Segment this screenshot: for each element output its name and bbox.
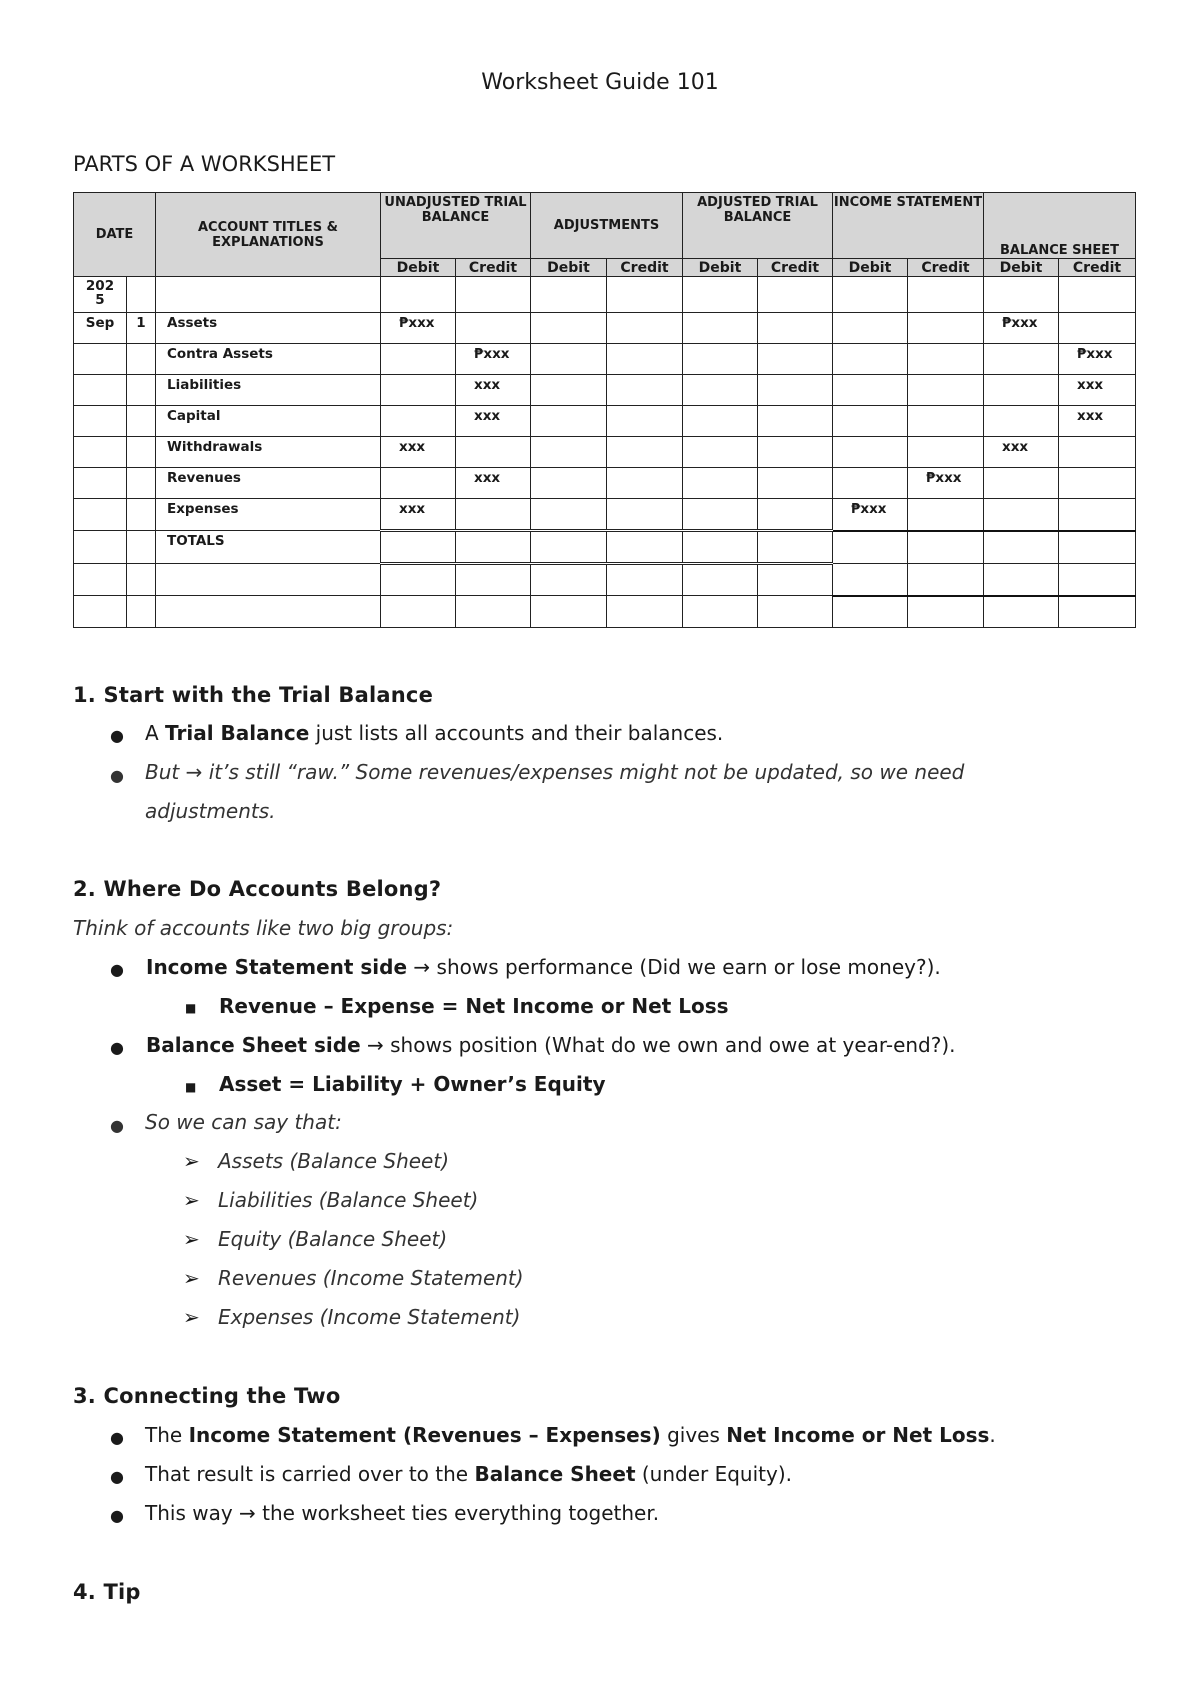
amount-cell: [1059, 437, 1136, 468]
worksheet-table: [73, 192, 1136, 628]
arrow-bullet-icon: ➢: [183, 1227, 200, 1251]
bullet-icon: ●: [110, 1428, 124, 1447]
amount-cell: [531, 468, 607, 499]
amount-cell: xxx: [381, 437, 456, 468]
amount-cell: [607, 375, 683, 406]
arrow-bullet-icon: ➢: [183, 1149, 200, 1173]
amount-cell: [683, 437, 758, 468]
table-row: [74, 344, 1136, 375]
amount-cell: [908, 313, 984, 344]
amount-cell: [833, 437, 908, 468]
table-row: [74, 375, 1136, 406]
amount-cell: [833, 344, 908, 375]
amount-cell: [607, 437, 683, 468]
section-1-bullet-2-line-1: But → it’s still “raw.” Some revenues/expenses might not be updated, so we need: [145, 760, 965, 784]
amount-cell: [607, 406, 683, 437]
table-row: [74, 468, 1136, 499]
account-cell: Contra Assets: [156, 344, 381, 375]
amount-cell: [1059, 499, 1136, 531]
amount-cell: [833, 406, 908, 437]
list-item: Revenues (Income Statement): [218, 1266, 524, 1290]
amount-cell: [683, 406, 758, 437]
amount-cell: [683, 499, 758, 531]
header-credit: Credit: [456, 259, 531, 277]
amount-cell: [758, 375, 833, 406]
header-debit: Debit: [531, 259, 607, 277]
amount-cell: [683, 468, 758, 499]
amount-cell: [531, 375, 607, 406]
header-account-titles: ACCOUNT TITLES & EXPLANATIONS: [156, 193, 381, 277]
amount-cell: [381, 406, 456, 437]
amount-cell: [984, 468, 1059, 499]
bullet-icon: ●: [110, 1467, 124, 1486]
amount-cell: [531, 437, 607, 468]
amount-cell: ₱xxx: [833, 499, 908, 531]
amount-cell: [607, 499, 683, 531]
balance-sheet-side: Balance Sheet side → shows position (What do we own and owe at year-end?).: [146, 1033, 956, 1057]
amount-cell: [908, 499, 984, 531]
account-cell: Withdrawals: [156, 437, 381, 468]
amount-cell: xxx: [1059, 406, 1136, 437]
bullet-icon: ●: [110, 1116, 124, 1135]
header-debit: Debit: [381, 259, 456, 277]
account-cell: Capital: [156, 406, 381, 437]
day-cell: 1: [127, 313, 156, 344]
account-cell: Liabilities: [156, 375, 381, 406]
arrow-bullet-icon: ➢: [183, 1305, 200, 1329]
account-cell: Revenues: [156, 468, 381, 499]
arrow-bullet-icon: ➢: [183, 1266, 200, 1290]
amount-cell: [456, 437, 531, 468]
header-adjustments: ADJUSTMENTS: [531, 193, 683, 259]
table-row: [74, 406, 1136, 437]
header-debit: Debit: [984, 259, 1059, 277]
amount-cell: [381, 344, 456, 375]
bullet-icon: ●: [110, 726, 124, 745]
header-income-statement: INCOME STATEMENT: [833, 193, 984, 259]
section-1-heading: 1. Start with the Trial Balance: [73, 683, 434, 707]
table-row: [74, 596, 1136, 628]
header-credit: Credit: [607, 259, 683, 277]
income-formula: Revenue – Expense = Net Income or Net Loss: [219, 994, 729, 1018]
amount-cell: [531, 344, 607, 375]
income-statement-side: Income Statement side → shows performance (Did we earn or lose money?).: [146, 955, 941, 979]
amount-cell: [984, 344, 1059, 375]
header-unadjusted-trial-balance: UNADJUSTED TRIAL BALANCE: [381, 193, 531, 259]
bullet-icon: ●: [110, 1506, 124, 1525]
amount-cell: [908, 344, 984, 375]
header-credit: Credit: [908, 259, 984, 277]
month-cell: Sep: [74, 313, 127, 344]
amount-cell: ₱xxx: [1059, 344, 1136, 375]
amount-cell: [607, 344, 683, 375]
section-heading: PARTS OF A WORKSHEET: [73, 152, 336, 176]
amount-cell: [758, 437, 833, 468]
bullet-icon: ●: [110, 960, 124, 979]
bullet-icon: ●: [110, 766, 124, 785]
so-we-can-say: So we can say that:: [145, 1110, 342, 1134]
amount-cell: xxx: [381, 499, 456, 531]
list-item: Assets (Balance Sheet): [218, 1149, 449, 1173]
header-balance-sheet: BALANCE SHEET: [984, 193, 1136, 259]
year-cell: 202 5: [74, 277, 127, 313]
account-cell: Expenses: [156, 499, 381, 531]
amount-cell: xxx: [456, 468, 531, 499]
amount-cell: [984, 499, 1059, 531]
amount-cell: [984, 406, 1059, 437]
account-cell: Assets: [156, 313, 381, 344]
amount-cell: ₱xxx: [381, 313, 456, 344]
header-credit: Credit: [758, 259, 833, 277]
square-bullet-icon: ■: [185, 1080, 197, 1094]
section-2-intro: Think of accounts like two big groups:: [73, 916, 454, 940]
amount-cell: [833, 375, 908, 406]
amount-cell: [683, 344, 758, 375]
section-3-bullet-2: That result is carried over to the Balance Sheet (under Equity).: [145, 1462, 792, 1486]
amount-cell: [531, 313, 607, 344]
header-debit: Debit: [683, 259, 758, 277]
totals-label: TOTALS: [156, 531, 381, 564]
amount-cell: [531, 406, 607, 437]
amount-cell: [758, 344, 833, 375]
section-2-heading: 2. Where Do Accounts Belong?: [73, 877, 442, 901]
amount-cell: [381, 375, 456, 406]
amount-cell: xxx: [456, 406, 531, 437]
page-title: Worksheet Guide 101: [481, 70, 719, 95]
list-item: Equity (Balance Sheet): [218, 1227, 448, 1251]
table-row: [74, 531, 1136, 564]
amount-cell: [758, 313, 833, 344]
header-date: DATE: [74, 193, 156, 277]
amount-cell: [984, 375, 1059, 406]
bullet-icon: ●: [110, 1038, 124, 1057]
amount-cell: xxx: [456, 375, 531, 406]
amount-cell: [381, 468, 456, 499]
square-bullet-icon: ■: [185, 1001, 197, 1015]
section-3-bullet-3: This way → the worksheet ties everything together.: [145, 1501, 660, 1525]
balance-formula: Asset = Liability + Owner’s Equity: [219, 1072, 606, 1096]
amount-cell: ₱xxx: [456, 344, 531, 375]
amount-cell: [833, 468, 908, 499]
list-item: Expenses (Income Statement): [218, 1305, 521, 1329]
table-row: [74, 499, 1136, 531]
section-3-bullet-1: The Income Statement (Revenues – Expenses) gives Net Income or Net Loss.: [145, 1423, 996, 1447]
header-adjusted-trial-balance: ADJUSTED TRIAL BALANCE: [683, 193, 833, 259]
header-credit: Credit: [1059, 259, 1136, 277]
amount-cell: [758, 468, 833, 499]
amount-cell: [908, 406, 984, 437]
amount-cell: [758, 499, 833, 531]
table-row: [74, 313, 1136, 344]
section-1-bullet-2-line-2: adjustments.: [145, 799, 276, 823]
amount-cell: [1059, 313, 1136, 344]
amount-cell: [607, 313, 683, 344]
table-row: [74, 564, 1136, 596]
amount-cell: [1059, 468, 1136, 499]
amount-cell: [531, 499, 607, 531]
amount-cell: [456, 313, 531, 344]
amount-cell: xxx: [984, 437, 1059, 468]
amount-cell: [683, 313, 758, 344]
amount-cell: [607, 468, 683, 499]
amount-cell: [683, 375, 758, 406]
amount-cell: [456, 499, 531, 531]
arrow-bullet-icon: ➢: [183, 1188, 200, 1212]
amount-cell: [833, 313, 908, 344]
table-row: [74, 437, 1136, 468]
header-debit: Debit: [833, 259, 908, 277]
amount-cell: ₱xxx: [984, 313, 1059, 344]
list-item: Liabilities (Balance Sheet): [218, 1188, 479, 1212]
section-4-heading: 4. Tip: [73, 1580, 141, 1604]
section-1-bullet-1: A Trial Balance just lists all accounts and their balances.: [145, 721, 724, 745]
amount-cell: [908, 375, 984, 406]
amount-cell: xxx: [1059, 375, 1136, 406]
amount-cell: [758, 406, 833, 437]
table-row: [74, 277, 1136, 313]
amount-cell: [908, 437, 984, 468]
amount-cell: ₱xxx: [908, 468, 984, 499]
section-3-heading: 3. Connecting the Two: [73, 1384, 341, 1408]
